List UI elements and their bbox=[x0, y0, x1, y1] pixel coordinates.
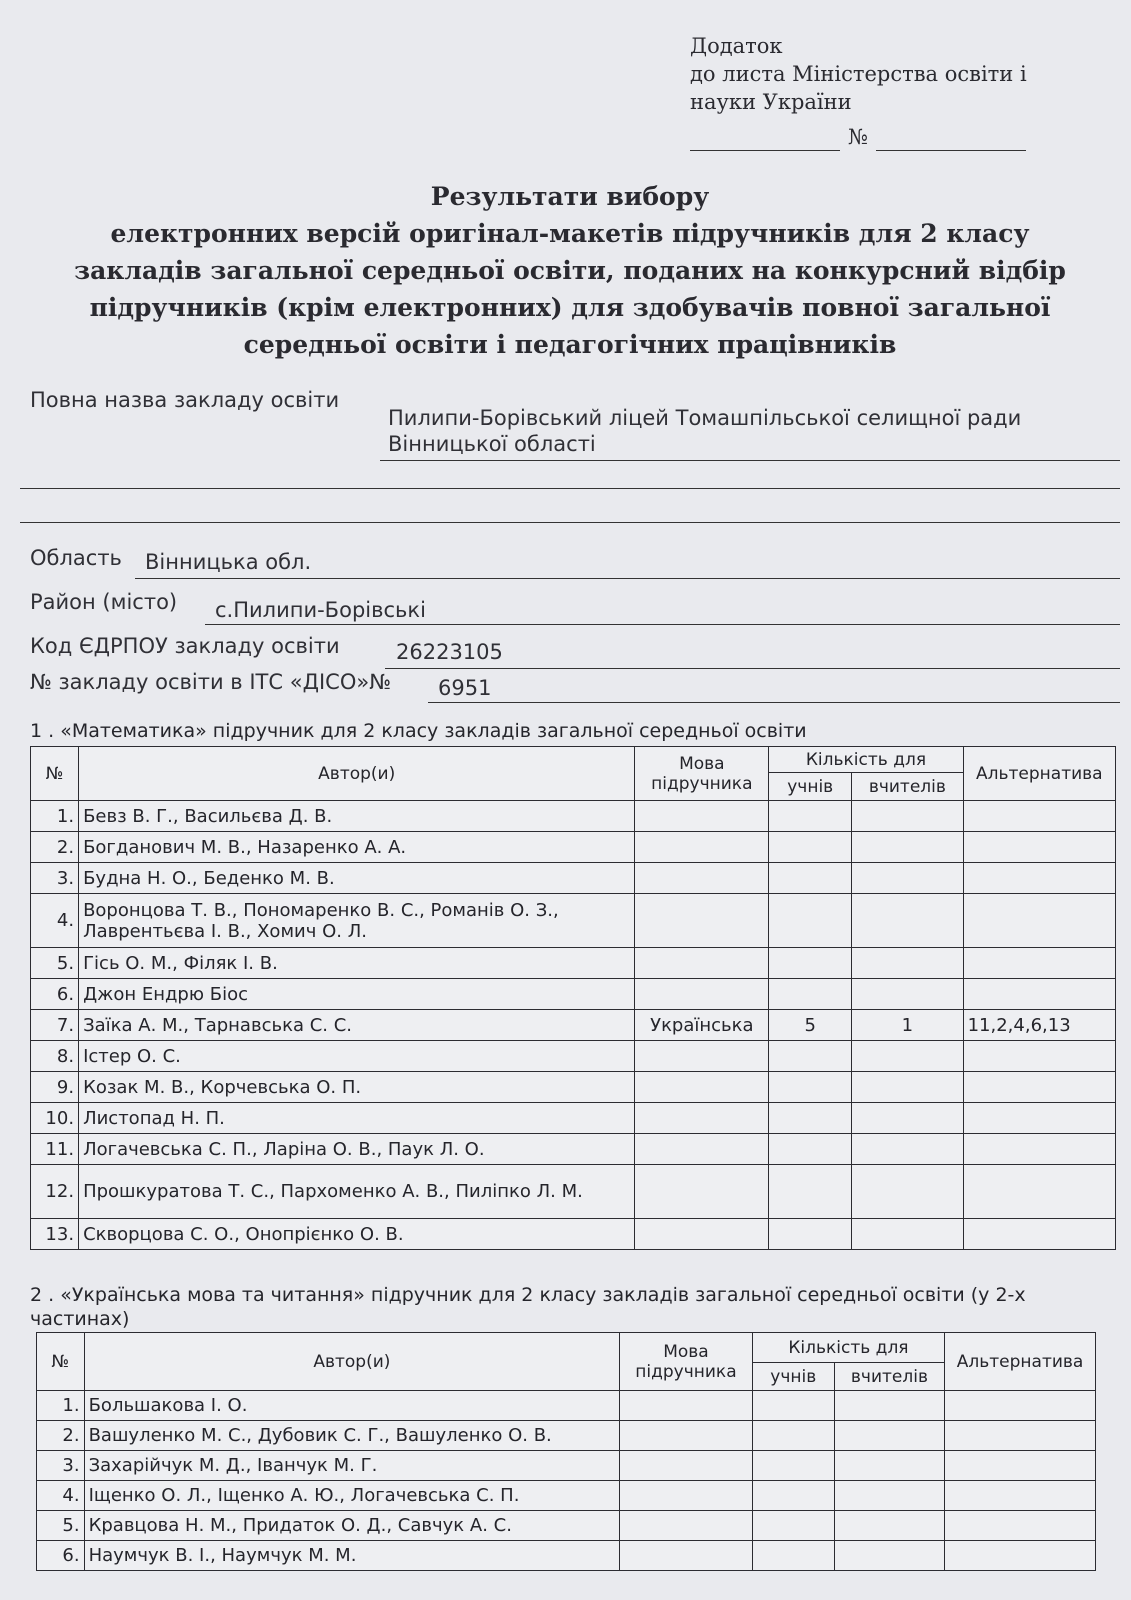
row-teachers-count bbox=[834, 1541, 944, 1571]
row-teachers-count bbox=[852, 1134, 963, 1165]
table-row bbox=[37, 1511, 1096, 1541]
col-header-alternative: Альтернатива bbox=[963, 747, 1115, 801]
row-authors: Воронцова Т. В., Пономаренко В. С., Романів О. З., Лаврентьєва І. В., Хомич О. Л. bbox=[79, 894, 635, 948]
title-line-2: електронних версій оригінал-макетів підручників для 2 класу bbox=[110, 219, 1030, 248]
row-teachers-count bbox=[852, 832, 963, 863]
row-teachers-count bbox=[852, 1103, 963, 1134]
table-row bbox=[31, 801, 1116, 832]
school-name-value-1: Пилипи-Борівський ліцей Томашпільської селищної ради bbox=[388, 406, 1022, 430]
row-language bbox=[635, 1041, 769, 1072]
col-header-students: учнів bbox=[752, 1363, 834, 1391]
row-students-count bbox=[769, 948, 852, 979]
row-language bbox=[635, 801, 769, 832]
row-authors: Гісь О. М., Філяк І. В. bbox=[79, 948, 635, 979]
region-underline bbox=[135, 578, 1120, 579]
edrpou-value: 26223105 bbox=[396, 640, 503, 664]
col-header-alternative: Альтернатива bbox=[945, 1333, 1096, 1391]
row-students-count bbox=[752, 1541, 834, 1571]
district-underline bbox=[205, 624, 1120, 625]
row-authors: Кравцова Н. М., Придаток О. Д., Савчук А. С. bbox=[84, 1511, 620, 1541]
row-alternative bbox=[963, 894, 1115, 948]
row-students-count bbox=[752, 1421, 834, 1451]
row-students-count bbox=[769, 1041, 852, 1072]
row-authors: Логачевська С. П., Ларіна О. В., Паук Л. О. bbox=[79, 1134, 635, 1165]
row-teachers-count bbox=[852, 801, 963, 832]
row-authors: Іщенко О. Л., Іщенко А. Ю., Логачевська С. П. bbox=[84, 1481, 620, 1511]
row-teachers-count bbox=[852, 1072, 963, 1103]
row-alternative bbox=[963, 948, 1115, 979]
row-students-count bbox=[769, 863, 852, 894]
row-language bbox=[635, 1072, 769, 1103]
table-row bbox=[31, 1134, 1116, 1165]
section1-caption: 1 . «Математика» підручник для 2 класу закладів загальної середньої освіти bbox=[30, 720, 807, 742]
row-alternative bbox=[963, 801, 1115, 832]
row-alternative bbox=[963, 1134, 1115, 1165]
row-authors: Істер О. С. bbox=[79, 1041, 635, 1072]
row-alternative bbox=[963, 832, 1115, 863]
row-number: 7. bbox=[31, 1010, 79, 1041]
row-alternative bbox=[963, 1072, 1115, 1103]
col-header-teachers: вчителів bbox=[852, 773, 963, 801]
row-number: 10. bbox=[31, 1103, 79, 1134]
table-row bbox=[31, 863, 1116, 894]
row-teachers-count: 1 bbox=[852, 1010, 963, 1041]
table-row bbox=[37, 1391, 1096, 1421]
row-authors: Большакова І. О. bbox=[84, 1391, 620, 1421]
section2-caption-2: частинах) bbox=[30, 1308, 130, 1330]
row-language bbox=[620, 1451, 753, 1481]
row-teachers-count bbox=[852, 863, 963, 894]
row-number: 1. bbox=[37, 1391, 85, 1421]
row-alternative bbox=[963, 1103, 1115, 1134]
its-value: 6951 bbox=[438, 676, 492, 700]
row-authors: Джон Ендрю Біос bbox=[79, 979, 635, 1010]
row-language bbox=[635, 832, 769, 863]
col-header-quantity: Кількість для bbox=[769, 747, 963, 773]
row-number: 3. bbox=[31, 863, 79, 894]
row-students-count bbox=[769, 1165, 852, 1219]
row-students-count bbox=[769, 979, 852, 1010]
row-students-count bbox=[769, 1103, 852, 1134]
table-row bbox=[31, 948, 1116, 979]
col-header-num: № bbox=[31, 747, 79, 801]
row-language bbox=[635, 1219, 769, 1250]
row-language bbox=[635, 1165, 769, 1219]
col-header-students: учнів bbox=[769, 773, 852, 801]
row-alternative bbox=[963, 979, 1115, 1010]
table-row bbox=[31, 832, 1116, 863]
row-students-count bbox=[769, 1219, 852, 1250]
region-value: Вінницька обл. bbox=[145, 550, 312, 574]
row-language bbox=[620, 1421, 753, 1451]
row-students-count bbox=[752, 1481, 834, 1511]
row-language bbox=[620, 1481, 753, 1511]
table-row bbox=[31, 1165, 1116, 1219]
row-number: 5. bbox=[31, 948, 79, 979]
row-number: 6. bbox=[31, 979, 79, 1010]
table-row bbox=[31, 1072, 1116, 1103]
row-teachers-count bbox=[834, 1451, 944, 1481]
row-students-count: 5 bbox=[769, 1010, 852, 1041]
row-number: 1. bbox=[31, 801, 79, 832]
title-line-4: підручників (крім електронних) для здобувачів повної загальної bbox=[89, 293, 1051, 322]
col-header-authors: Автор(и) bbox=[79, 747, 635, 801]
row-authors: Захарійчук М. Д., Іванчук М. Г. bbox=[84, 1451, 620, 1481]
row-alternative bbox=[945, 1451, 1096, 1481]
table-row bbox=[37, 1481, 1096, 1511]
row-language bbox=[620, 1511, 753, 1541]
table-row bbox=[31, 894, 1116, 948]
row-number: 2. bbox=[31, 832, 79, 863]
row-number: 4. bbox=[37, 1481, 85, 1511]
row-alternative bbox=[945, 1511, 1096, 1541]
row-teachers-count bbox=[852, 979, 963, 1010]
row-language bbox=[635, 979, 769, 1010]
row-teachers-count bbox=[852, 1165, 963, 1219]
title-line-3: закладів загальної середньої освіти, поданих на конкурсний відбір bbox=[74, 256, 1066, 285]
document-title bbox=[40, 178, 1100, 363]
edrpou-label: Код ЄДРПОУ закладу освіти bbox=[30, 634, 340, 658]
col-header-language: Мова підручника bbox=[620, 1333, 753, 1391]
row-language bbox=[620, 1391, 753, 1421]
row-students-count bbox=[752, 1451, 834, 1481]
row-alternative bbox=[963, 1219, 1115, 1250]
table-row bbox=[31, 1103, 1116, 1134]
number-blank bbox=[876, 122, 1026, 151]
district-label: Район (місто) bbox=[30, 590, 178, 614]
col-header-num: № bbox=[37, 1333, 85, 1391]
col-header-authors: Автор(и) bbox=[84, 1333, 620, 1391]
table-row bbox=[31, 1010, 1116, 1041]
annex-line-1: Додаток bbox=[690, 34, 783, 58]
row-number: 6. bbox=[37, 1541, 85, 1571]
row-authors: Вашуленко М. С., Дубовик С. Г., Вашуленко О. В. bbox=[84, 1421, 620, 1451]
row-authors: Бевз В. Г., Васильєва Д. В. bbox=[79, 801, 635, 832]
row-language bbox=[635, 863, 769, 894]
annex-header bbox=[690, 32, 1027, 151]
row-authors: Заїка А. М., Тарнавська С. С. bbox=[79, 1010, 635, 1041]
table-row bbox=[37, 1451, 1096, 1481]
annex-number-line bbox=[690, 122, 1027, 151]
region-label: Область bbox=[30, 546, 122, 570]
row-alternative bbox=[945, 1541, 1096, 1571]
row-number: 3. bbox=[37, 1451, 85, 1481]
row-number: 8. bbox=[31, 1041, 79, 1072]
blank-line-2 bbox=[20, 522, 1120, 523]
school-name-underline bbox=[380, 460, 1120, 461]
row-language: Українська bbox=[635, 1010, 769, 1041]
row-students-count bbox=[769, 1072, 852, 1103]
table-row bbox=[31, 1219, 1116, 1250]
row-number: 2. bbox=[37, 1421, 85, 1451]
row-alternative bbox=[945, 1481, 1096, 1511]
row-students-count bbox=[769, 832, 852, 863]
col-header-language: Мова підручника bbox=[635, 747, 769, 801]
its-label: № закладу освіти в ІТС «ДІСО»№ bbox=[30, 670, 392, 694]
row-teachers-count bbox=[834, 1421, 944, 1451]
table-row bbox=[31, 979, 1116, 1010]
row-authors: Скворцова С. О., Онопрієнко О. В. bbox=[79, 1219, 635, 1250]
row-alternative bbox=[945, 1391, 1096, 1421]
row-number: 13. bbox=[31, 1219, 79, 1250]
row-language bbox=[620, 1541, 753, 1571]
school-name-label: Повна назва закладу освіти bbox=[30, 388, 340, 412]
row-language bbox=[635, 1134, 769, 1165]
row-authors: Богданович М. В., Назаренко А. А. bbox=[79, 832, 635, 863]
number-sign: № bbox=[848, 125, 868, 149]
row-teachers-count bbox=[852, 948, 963, 979]
table-row bbox=[31, 1041, 1116, 1072]
table-row bbox=[37, 1541, 1096, 1571]
district-value: с.Пилипи-Борівські bbox=[215, 598, 426, 622]
section2-caption-1: 2 . «Українська мова та читання» підручник для 2 класу закладів загальної середньої освіти (у 2-х bbox=[30, 1284, 1026, 1306]
row-teachers-count bbox=[834, 1511, 944, 1541]
row-students-count bbox=[752, 1511, 834, 1541]
row-authors: Прошкуратова Т. С., Пархоменко А. В., Пиліпко Л. М. bbox=[79, 1165, 635, 1219]
row-number: 5. bbox=[37, 1511, 85, 1541]
row-students-count bbox=[769, 1134, 852, 1165]
row-number: 9. bbox=[31, 1072, 79, 1103]
row-authors: Козак М. В., Корчевська О. П. bbox=[79, 1072, 635, 1103]
row-number: 12. bbox=[31, 1165, 79, 1219]
school-name-value-2: Вінницької області bbox=[388, 432, 596, 456]
row-authors: Будна Н. О., Беденко М. В. bbox=[79, 863, 635, 894]
row-teachers-count bbox=[834, 1391, 944, 1421]
title-line-1: Результати вибору bbox=[430, 182, 710, 211]
row-alternative bbox=[963, 1165, 1115, 1219]
row-alternative bbox=[963, 863, 1115, 894]
col-header-quantity: Кількість для bbox=[752, 1333, 944, 1363]
row-teachers-count bbox=[834, 1481, 944, 1511]
blank-line-1 bbox=[20, 488, 1120, 489]
row-teachers-count bbox=[852, 1041, 963, 1072]
row-students-count bbox=[769, 894, 852, 948]
row-students-count bbox=[769, 801, 852, 832]
row-teachers-count bbox=[852, 1219, 963, 1250]
ukrainian-textbook-table bbox=[36, 1332, 1096, 1571]
annex-line-3: науки України bbox=[690, 90, 852, 114]
row-authors: Листопад Н. П. bbox=[79, 1103, 635, 1134]
row-language bbox=[635, 1103, 769, 1134]
edrpou-underline bbox=[385, 668, 1120, 669]
row-authors: Наумчук В. І., Наумчук М. М. bbox=[84, 1541, 620, 1571]
its-underline bbox=[428, 702, 1120, 703]
table-row bbox=[37, 1421, 1096, 1451]
row-alternative bbox=[963, 1041, 1115, 1072]
annex-line-2: до листа Міністерства освіти і bbox=[690, 62, 1027, 86]
title-line-5: середньої освіти і педагогічних працівників bbox=[243, 330, 897, 359]
row-students-count bbox=[752, 1391, 834, 1421]
row-number: 11. bbox=[31, 1134, 79, 1165]
row-alternative bbox=[945, 1421, 1096, 1451]
math-textbook-table bbox=[30, 746, 1116, 1250]
col-header-teachers: вчителів bbox=[834, 1363, 944, 1391]
row-alternative: 11,2,4,6,13 bbox=[963, 1010, 1115, 1041]
row-teachers-count bbox=[852, 894, 963, 948]
row-number: 4. bbox=[31, 894, 79, 948]
row-language bbox=[635, 894, 769, 948]
row-language bbox=[635, 948, 769, 979]
date-blank bbox=[690, 130, 840, 151]
